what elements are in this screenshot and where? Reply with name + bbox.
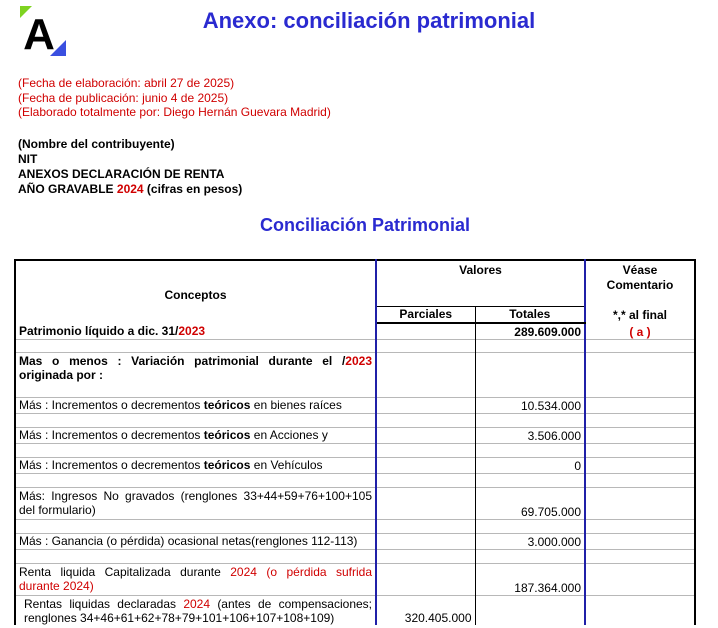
table-row: [15, 533, 695, 549]
spacer-row: [15, 443, 695, 457]
spacer-row: [15, 413, 695, 427]
table-row: [15, 323, 695, 339]
annexes-label: ANEXOS DECLARACIÓN DE RENTA: [18, 167, 225, 181]
row-total: 0: [475, 457, 585, 473]
header-partials: Parciales: [376, 306, 475, 323]
row-label: Más: Ingresos No gravados (renglones 33+44+59+76+100+105 del formulario): [15, 487, 376, 519]
row-label: Más : Incrementos o decrementos teóricos en bienes raíces: [15, 397, 376, 413]
taxpayer-name: (Nombre del contribuyente): [18, 137, 175, 151]
taxpayer-info: [18, 137, 242, 197]
table-row: [15, 595, 695, 625]
table-row: [15, 487, 695, 519]
row-label: Más : Ganancia (o pérdida) ocasional netas(renglones 112-113): [15, 533, 376, 549]
spacer-row: [15, 473, 695, 487]
row-label: Rentas liquidas declaradas 2024 (antes de compensaciones; renglones 34+46+61+62+78+79+101+106+107+108+109): [15, 595, 376, 625]
taxpayer-nit: NIT: [18, 152, 38, 166]
row-total: 69.705.000: [475, 487, 585, 519]
reconciliation-table: [14, 259, 696, 625]
section-title: Conciliación Patrimonial: [259, 215, 471, 235]
row-total: 289.609.000: [475, 323, 585, 339]
row-label: Patrimonio líquido a dic. 31/2023: [15, 323, 376, 339]
table-row: [15, 563, 695, 595]
header-comment: Véase Comentario *,* al final: [585, 260, 695, 323]
tax-year: AÑO GRAVABLE 2024 (cifras en pesos): [18, 182, 243, 196]
publication-date: (Fecha de publicación: junio 4 de 2025): [18, 90, 229, 105]
spacer-row: [15, 519, 695, 533]
header-totals: Totales: [475, 306, 585, 323]
row-total: 10.534.000: [475, 397, 585, 413]
row-total: 187.364.000: [475, 563, 585, 595]
author: (Elaborado totalmente por: Diego Hernán Guevara Madrid): [18, 105, 331, 119]
spacer-row: [15, 385, 695, 397]
header-row-1: [15, 260, 695, 306]
tax-year-value: 2024: [116, 182, 144, 196]
header-values: Valores: [376, 260, 585, 306]
table-row: [15, 427, 695, 443]
table-row: [15, 397, 695, 413]
page-title: Anexo: conciliación patrimonial: [202, 8, 536, 33]
elaboration-date: (Fecha de elaboración: abril 27 de 2025): [18, 76, 235, 90]
table-row: [15, 352, 695, 385]
row-total: 3.506.000: [475, 427, 585, 443]
row-label: Mas o menos : Variación patrimonial durante el /2023 originada por :: [15, 352, 376, 385]
logo-letter: A: [23, 10, 55, 56]
header-concepts: Conceptos: [15, 260, 376, 323]
spacer-row: [15, 339, 695, 352]
row-partial: 320.405.000: [376, 595, 475, 625]
row-label: Más : Incrementos o decrementos teóricos en Vehículos: [15, 457, 376, 473]
row-total: 3.000.000: [475, 533, 585, 549]
row-label: Más : Incrementos o decrementos teóricos en Acciones y: [15, 427, 376, 443]
meta-info: [18, 76, 331, 120]
spacer-row: [15, 549, 695, 563]
row-label: Renta liquida Capitalizada durante 2024 (o pérdida sufrida durante 2024): [15, 563, 376, 595]
row-note: ( a ): [585, 323, 695, 339]
table-row: [15, 457, 695, 473]
